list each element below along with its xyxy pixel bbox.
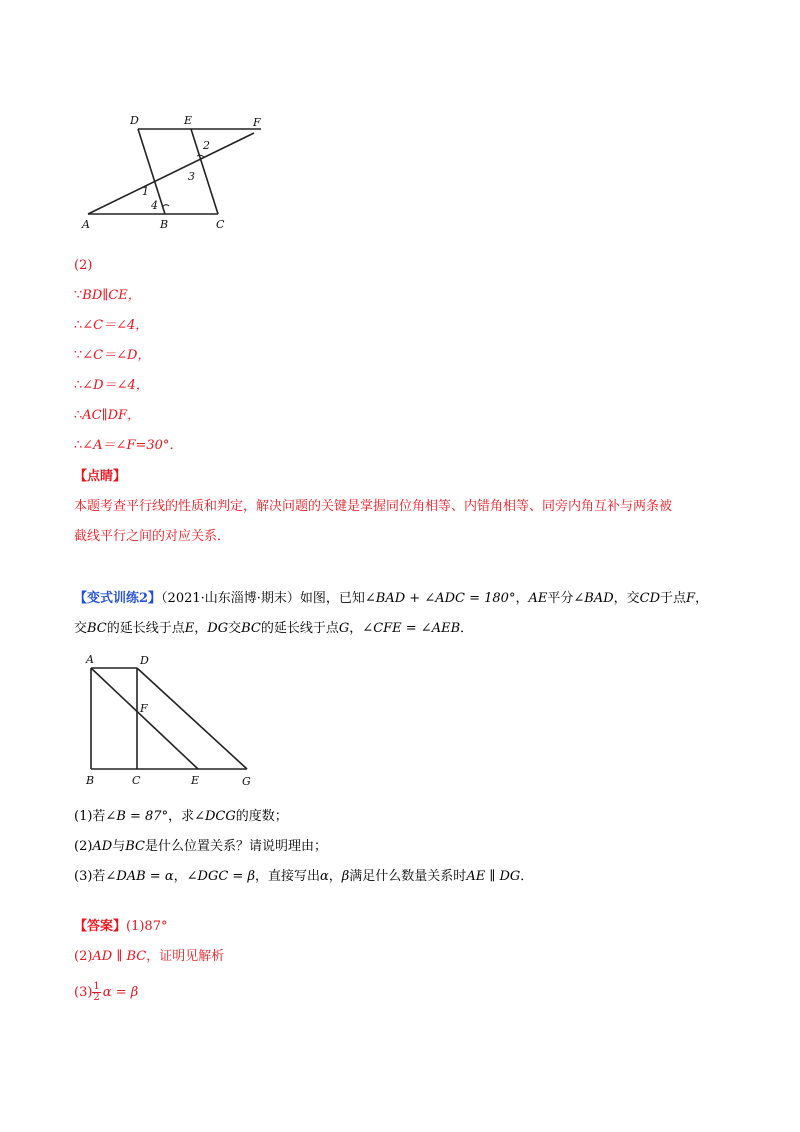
label-E: E [191,774,200,787]
text: 的度数； [235,809,288,824]
solution-part-label: (2) [74,258,93,273]
therefore-symbol: ∴ [74,318,83,333]
punct: ， [515,591,529,606]
point-E: E [184,621,195,636]
problem-source: （2021·山东淄博·期末）如图，已知 [161,591,365,606]
punct: ． [520,869,534,884]
segment-CD: CD [639,591,661,606]
therefore-symbol: ∴ [74,408,83,423]
answer-line-3 [74,982,138,1003]
segment-BC: BC [125,839,145,854]
solution-step-2 [74,316,148,336]
answer-1: (1)87° [126,919,168,934]
question-2 [74,837,327,857]
angle-B-value: ∠B = 87° [105,809,169,824]
text: (3)若 [74,869,106,884]
problem-line-2 [74,619,473,639]
step-text: AC∥DF， [82,408,141,423]
point-G: G [338,621,350,636]
angle-DCG: ∠DCG [194,809,236,824]
text: 的延长线于点 [260,621,339,636]
punct: ， [194,621,208,636]
label-D: D [140,654,149,667]
text: ，证明见解析 [146,949,225,964]
beta: β [341,869,350,884]
point-F: F [686,591,696,606]
dianjing-text-line-2: 截线平行之间的对应关系． [74,529,231,544]
label-G: G [242,775,251,788]
text: 交 [74,621,88,636]
geometry-figure-1 [78,110,278,235]
text: 满足什么数量关系时 [349,869,467,884]
solution-step-1 [74,286,141,306]
therefore-symbol: ∴ [74,438,83,453]
solution-step-3 [74,346,150,366]
punct: ， [328,869,342,884]
ae-parallel-dg: AE ∥ DG [466,869,521,884]
answer-line-2 [74,947,224,967]
label-angle-4: 4 [151,199,158,212]
label-D: D [130,114,139,127]
label-C: C [132,774,141,787]
segment-DG: DG [207,621,229,636]
label-A: A [86,653,94,666]
punct: ， [349,621,363,636]
line-DG [137,668,247,769]
answer-line-1 [74,917,167,937]
because-symbol: ∵ [74,348,83,363]
text: 于点 [660,591,687,606]
segment-BC: BC [87,621,107,636]
text: 与 [112,839,126,854]
label-E: E [184,114,193,127]
because-symbol: ∵ [74,288,83,303]
condition-angle-sum: ∠BAD + ∠ADC = 180° [364,591,516,606]
text: 平分 [547,591,574,606]
label-angle-3: 3 [188,170,195,183]
angle-DAB: ∠DAB = α [105,869,174,884]
text: 的延长线于点 [106,621,185,636]
line-AE [91,668,198,769]
label-C: C [216,218,225,231]
label-angle-2: 2 [203,139,210,152]
text: ，直接写出 [254,869,320,884]
label-B: B [160,218,169,231]
condition-angle-equal: ∠CFE = ∠AEB [362,621,461,636]
step-text: ∠D＝∠4， [82,378,149,393]
label-F: F [140,702,148,715]
question-3 [74,867,533,887]
solution-step-6 [74,436,182,456]
geometry-figure-2 [80,652,270,792]
question-1 [74,807,288,827]
problem-tag: 【变式训练2】 [74,591,162,606]
problem-line-1 [74,589,708,609]
segment-BC: BC [241,621,261,636]
step-text: ∠C＝∠4， [82,318,149,333]
line-AF [88,133,254,214]
ad-parallel-bc: AD ∥ BC [92,949,147,964]
step-text: BD∥CE， [82,288,141,303]
solution-step-5 [74,406,140,426]
step-text: ∠C＝∠D， [82,348,151,363]
alpha: α [319,869,329,884]
fraction-one-half [92,982,100,1003]
segment-AE: AE [528,591,548,606]
punct: ， [173,869,187,884]
therefore-symbol: ∴ [74,378,83,393]
label-angle-1: 1 [142,185,149,198]
text: 交 [228,621,242,636]
label-F: F [253,116,261,129]
text: (1)若 [74,809,106,824]
punct: ． [460,621,474,636]
punct: ， [695,591,709,606]
answer-tag: 【答案】 [74,919,127,934]
angle-DGC: ∠DGC = β [186,869,255,884]
text: (2) [74,949,93,964]
dianjing-heading: 【点睛】 [74,469,127,484]
label-B: B [86,774,95,787]
text: (2) [74,839,93,854]
angle-BAD: ∠BAD [573,591,614,606]
fraction-denominator: 2 [93,992,100,1003]
alpha-beta-relation: α = β [102,985,139,1000]
angle-4-arc [162,205,169,207]
text: (3) [74,985,93,1000]
text: ，求 [168,809,195,824]
step-text: ∠A＝∠F=30°． [82,438,183,453]
solution-step-4 [74,376,149,396]
text: ，交 [613,591,640,606]
fraction-numerator: 1 [93,981,100,992]
segment-AD: AD [92,839,113,854]
dianjing-text-line-1: 本题考查平行线的性质和判定，解决问题的关键是掌握同位角相等、内错角相等、同旁内角互补与两条被 [74,499,673,514]
label-A: A [82,218,90,231]
text: 是什么位置关系？请说明理由； [145,839,328,854]
